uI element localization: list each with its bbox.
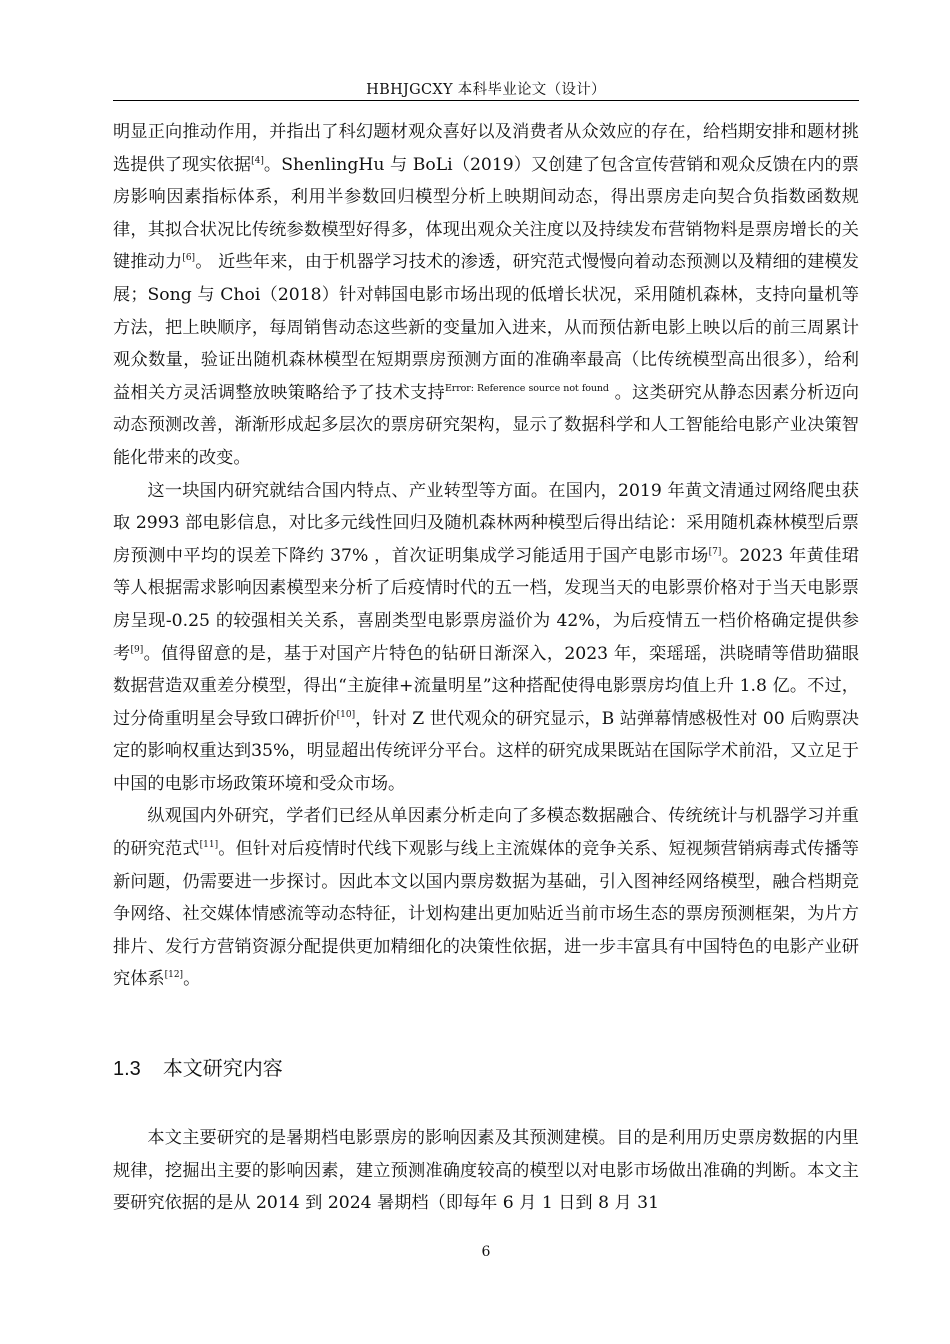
header-divider	[113, 100, 859, 101]
text-run: 。ShenlingHu 与 BoLi（2019）又创建了包含宣传营销和观众反馈在内的票房影响因素指标体系，利用半参数回归模型分析上映期间动态，得出票房走向契合负指数函数规律，其拟合状况比传统参数模型好得多，体现出观众关注度以及持续发布营销物料是票房增长的关键推动力	[113, 154, 859, 273]
paragraph-domestic-research	[113, 475, 859, 801]
text-run: 。这类研究从静态因素分析迈向动态预测改善，渐渐形成起多层次的票房研究架构，显示了数据科学和人工智能给电影产业决策智能化带来的改变。	[113, 382, 859, 468]
text-run: 。值得留意的是，基于对国产片特色的钻研日渐深入，2023 年，栾瑶瑶，洪晓晴等借助猫眼数据营造双重差分模型，得出“主旋律+流量明星”这种搭配使得电影票房均值上升 1.8 亿。不过，过分倚重明星会导致口碑折价	[113, 643, 859, 729]
paragraph-research-summary	[113, 800, 859, 996]
text-run: 。 近些年来，由于机器学习技术的渗透，研究范式慢慢向着动态预测以及精细的建模发展；Song 与 Choi（2018）针对韩国电影市场出现的低增长状况，采用随机森林，支持向量机等方法，把上映顺序，每周销售动态这些新的变量加入进来，从而预估新电影上映以后的前三周累计观众数量，验证出随机森林模型在短期票房预测方面的准确率最高（比传统模型高出很多），给利益相关方灵活调整放映策略给予了技术支持	[113, 252, 859, 403]
citation-ref[interactable]: [6]	[182, 253, 196, 264]
paragraph-research-content: 本文主要研究的是暑期档电影票房的影响因素及其预测建模。目的是利用历史票房数据的内里规律，挖掘出主要的影响因素，建立预测准确度较高的模型以对电影市场做出准确的判断。本文主要研究依据的是从 2014 到 2024 暑期档（即每年 6 月 1 日到 8 月 31	[113, 1128, 859, 1214]
text-run: 。2023 年黄佳珺等人根据需求影响因素模型来分析了后疫情时代的五一档，发现当天的电影票价格对于当天电影票房呈现-0.25 的较强相关关系，喜剧类型电影票房溢价为 42%，为后疫情五一档价格确定提供参考	[113, 545, 859, 664]
section-title: 本文研究内容	[162, 1056, 283, 1080]
running-header: HBHJGCXY 本科毕业论文（设计）	[366, 82, 606, 98]
citation-ref[interactable]: [4]	[251, 155, 264, 166]
text-run: ，针对 Z 世代观众的研究显示，B 站弹幕情感极性对 00 后购票决定的影响权重达到35%，明显超出传统评分平台。这样的研究成果既站在国际学术前沿，又立足于中国的电影市场政策环境和受众市场。	[113, 708, 859, 794]
citation-ref[interactable]: [10]	[336, 709, 356, 720]
paragraph-international-research	[113, 116, 859, 475]
section-heading	[113, 1052, 859, 1081]
text-run: 。但针对后疫情时代线下观影与线上主流媒体的竞争关系、短视频营销病毒式传播等新问题，仍需要进一步探讨。因此本文以国内票房数据为基础，引入图神经网络模型，融合档期竞争网络、社交媒体情感流等动态特征，计划构建出更加贴近当前市场生态的票房预测框架，为片方排片、发行方营销资源分配提供更加精细化的决策性依据，进一步丰富具有中国特色的电影产业研究体系	[113, 839, 859, 990]
reference-error-field: Error: Reference source not found	[444, 382, 609, 394]
text-run: 明显正向推动作用，并指出了科幻题材观众喜好以及消费者从众效应的存在，给档期安排和题材挑选提供了现实依据	[113, 122, 859, 175]
text-run: 。	[183, 969, 201, 990]
section-body	[113, 1122, 859, 1220]
text-run: 纵观国内外研究，学者们已经从单因素分析走向了多模态数据融合、传统统计与机器学习并重的研究范式	[113, 806, 859, 860]
body-text	[113, 116, 859, 996]
citation-ref[interactable]: [11]	[199, 840, 219, 851]
section-number: 1.3	[113, 1058, 141, 1080]
citation-ref[interactable]: [9]	[130, 644, 144, 655]
text-run: 这一块国内研究就结合国内特点、产业转型等方面。在国内，2019 年黄文清通过网络爬虫获取 2993 部电影信息，对比多元线性回归及随机森林两种模型后得出结论：采用随机森林模型后票房预测中平均的误差下降约 37% ，首次证明集成学习能适用于国产电影市场	[113, 480, 859, 566]
citation-ref[interactable]: [7]	[708, 546, 722, 557]
citation-ref[interactable]: [12]	[164, 970, 184, 981]
page-number: 6	[481, 1244, 491, 1260]
